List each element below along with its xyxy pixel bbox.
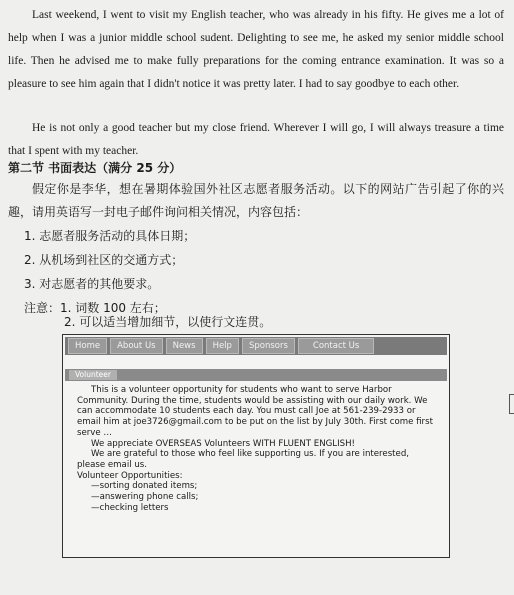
- opportunity-item-1: —sorting donated items;: [91, 481, 198, 492]
- nav-help[interactable]: Help: [206, 338, 239, 354]
- opportunities-label: Volunteer Opportunities:: [77, 470, 183, 481]
- requirement-item-1: 1. 志愿者服务活动的具体日期；: [24, 229, 196, 243]
- nav-home[interactable]: Home: [68, 338, 107, 354]
- note-item-1: 注意：1. 词数 100 左右；: [24, 301, 166, 315]
- website-paragraph-2: We appreciate OVERSEAS Volunteers WITH FLUENT ENGLISH!: [91, 438, 355, 449]
- nav-contact-us[interactable]: Contact Us: [298, 338, 374, 354]
- requirement-item-3: 3. 对志愿者的其他要求。: [24, 277, 160, 291]
- website-body: [77, 385, 433, 513]
- note-item-2: 2. 可以适当增加细节，以使行文连贯。: [64, 315, 272, 329]
- website-nav-bar: [65, 337, 447, 355]
- nav-sponsors[interactable]: Sponsors: [242, 338, 295, 354]
- essay-paragraph-2: He is not only a good teacher but my close friend. Wherever I will go, I will always treasure a time that I spent with my teacher.: [8, 122, 504, 157]
- website-paragraph-3: We are grateful to those who feel like supporting us. If you are interested, please email us.: [77, 449, 410, 470]
- website-paragraph-1: This is a volunteer opportunity for students who want to serve Harbor Community. During the time, students would be assisting with our daily work. We can accommodate 10 students each day. You must call Joe at 561-239-2933 or email him at joe3726@gmail.com to be put on the list by July 30th. First come first serve …: [77, 385, 433, 438]
- website-sub-bar: [65, 369, 447, 381]
- nav-news[interactable]: News: [166, 338, 203, 354]
- website-screenshot: [62, 334, 450, 558]
- margin-bracket: [509, 394, 514, 414]
- requirement-item-2: 2. 从机场到社区的交通方式；: [24, 253, 184, 267]
- essay-paragraph-1: Last weekend, I went to visit my English teacher, who was already in his fifty. He gives me a lot of help when I was a junior middle school sudent. Delighting to see me, he asked my senior middle school life. Then he advised me to make fully preparations for the coming entrance examination. It was so a pleasure to see him again that I didn't notice it was pretty later. I had to say goodbye to each other.: [8, 9, 504, 90]
- task-description: 假定你是李华，想在暑期体验国外社区志愿者服务活动。以下的网站广告引起了你的兴趣，请用英语写一封电子邮件询问相关情况，内容包括：: [8, 182, 504, 219]
- section-heading: 第二节 书面表达（满分 25 分）: [8, 161, 182, 175]
- opportunity-item-3: —checking letters: [91, 502, 169, 513]
- nav-about-us[interactable]: About Us: [110, 338, 162, 354]
- tab-volunteer[interactable]: Volunteer: [69, 370, 117, 380]
- opportunity-item-2: —answering phone calls;: [91, 492, 199, 503]
